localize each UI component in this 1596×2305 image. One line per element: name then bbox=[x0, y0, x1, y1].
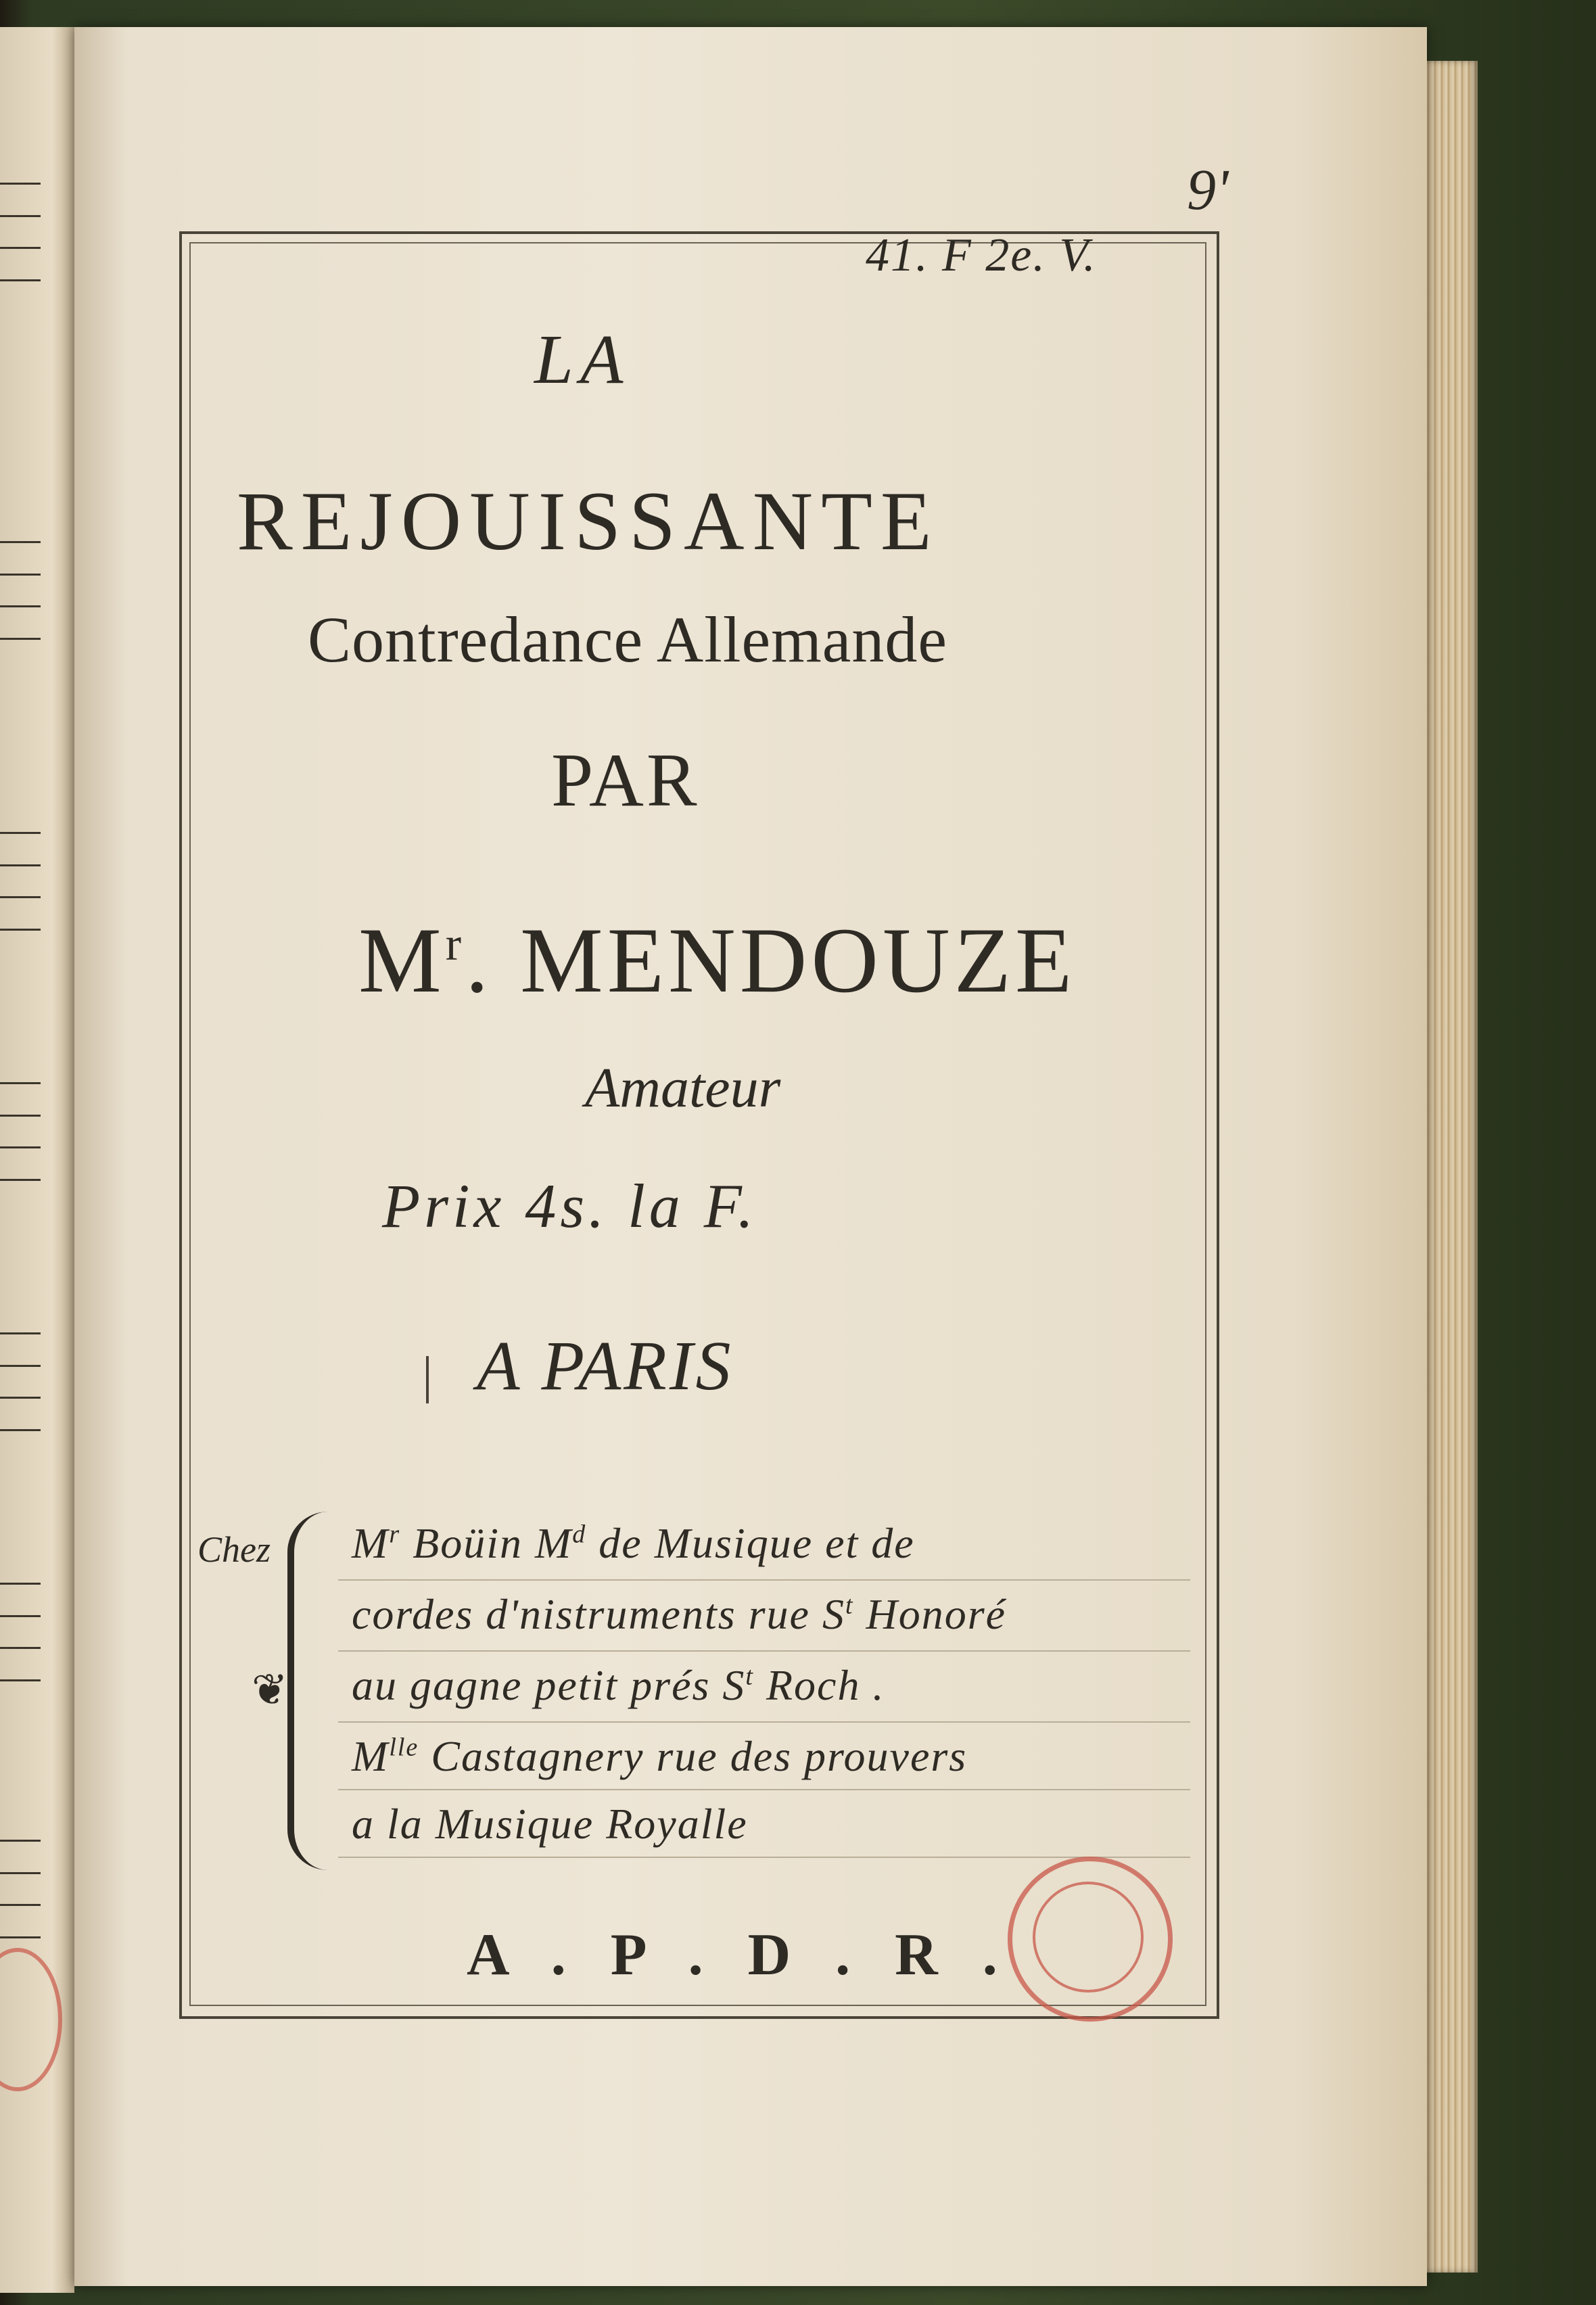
title-subtitle: Contredance Allemande bbox=[308, 603, 947, 676]
ruled-line bbox=[338, 1650, 1190, 1652]
music-staff bbox=[0, 541, 41, 640]
publisher-line: a la Musique Royalle bbox=[352, 1800, 748, 1848]
composer-role: Amateur bbox=[585, 1056, 781, 1119]
shelfmark: 41. F 2e. V. bbox=[866, 229, 1097, 281]
publisher-chez: Chez bbox=[197, 1529, 271, 1570]
ruled-line bbox=[338, 1579, 1190, 1581]
publisher-line: au gagne petit prés $S^t$ Roch . bbox=[352, 1661, 885, 1709]
title-article: LA bbox=[534, 321, 630, 398]
publisher-line: $M^r$ Boüin $M^d$ de Musique et de bbox=[352, 1519, 915, 1567]
music-staff bbox=[0, 832, 41, 931]
music-staff bbox=[0, 1332, 41, 1431]
music-staff bbox=[0, 1583, 41, 1681]
ruled-line bbox=[338, 1721, 1190, 1723]
music-staff bbox=[0, 1082, 41, 1181]
price: Prix 4s. la F. bbox=[382, 1171, 758, 1240]
library-stamp-partial bbox=[0, 1948, 62, 2091]
composer-prefix-sup: r bbox=[445, 918, 466, 971]
ornament-tick bbox=[426, 1356, 429, 1403]
library-stamp bbox=[1008, 1857, 1173, 2022]
privilege-mark: A . P . D . R . bbox=[467, 1922, 1012, 1988]
music-staff bbox=[0, 1840, 41, 1938]
title-main: REJOUISSANTE bbox=[237, 475, 940, 567]
facing-page bbox=[0, 27, 74, 2293]
publisher-line: $M^{lle}$ Castagnery rue des prouvers bbox=[352, 1732, 968, 1780]
composer-prefix: M bbox=[358, 908, 446, 1012]
music-staff bbox=[0, 183, 41, 281]
folio-number: 9' bbox=[1187, 157, 1229, 222]
publisher-line: cordes d'nistruments rue $S^t$ Honoré bbox=[352, 1590, 1007, 1638]
composer-surname: . MENDOUZE bbox=[465, 908, 1077, 1012]
composer-name bbox=[358, 906, 1076, 1014]
ruled-line bbox=[338, 1789, 1190, 1790]
brace-ornament-icon: ❦ bbox=[252, 1666, 288, 1714]
place-of-publication: A PARIS bbox=[477, 1327, 734, 1405]
curly-brace bbox=[287, 1512, 335, 1870]
ruled-line bbox=[338, 1857, 1190, 1858]
by-label: PAR bbox=[551, 739, 700, 822]
